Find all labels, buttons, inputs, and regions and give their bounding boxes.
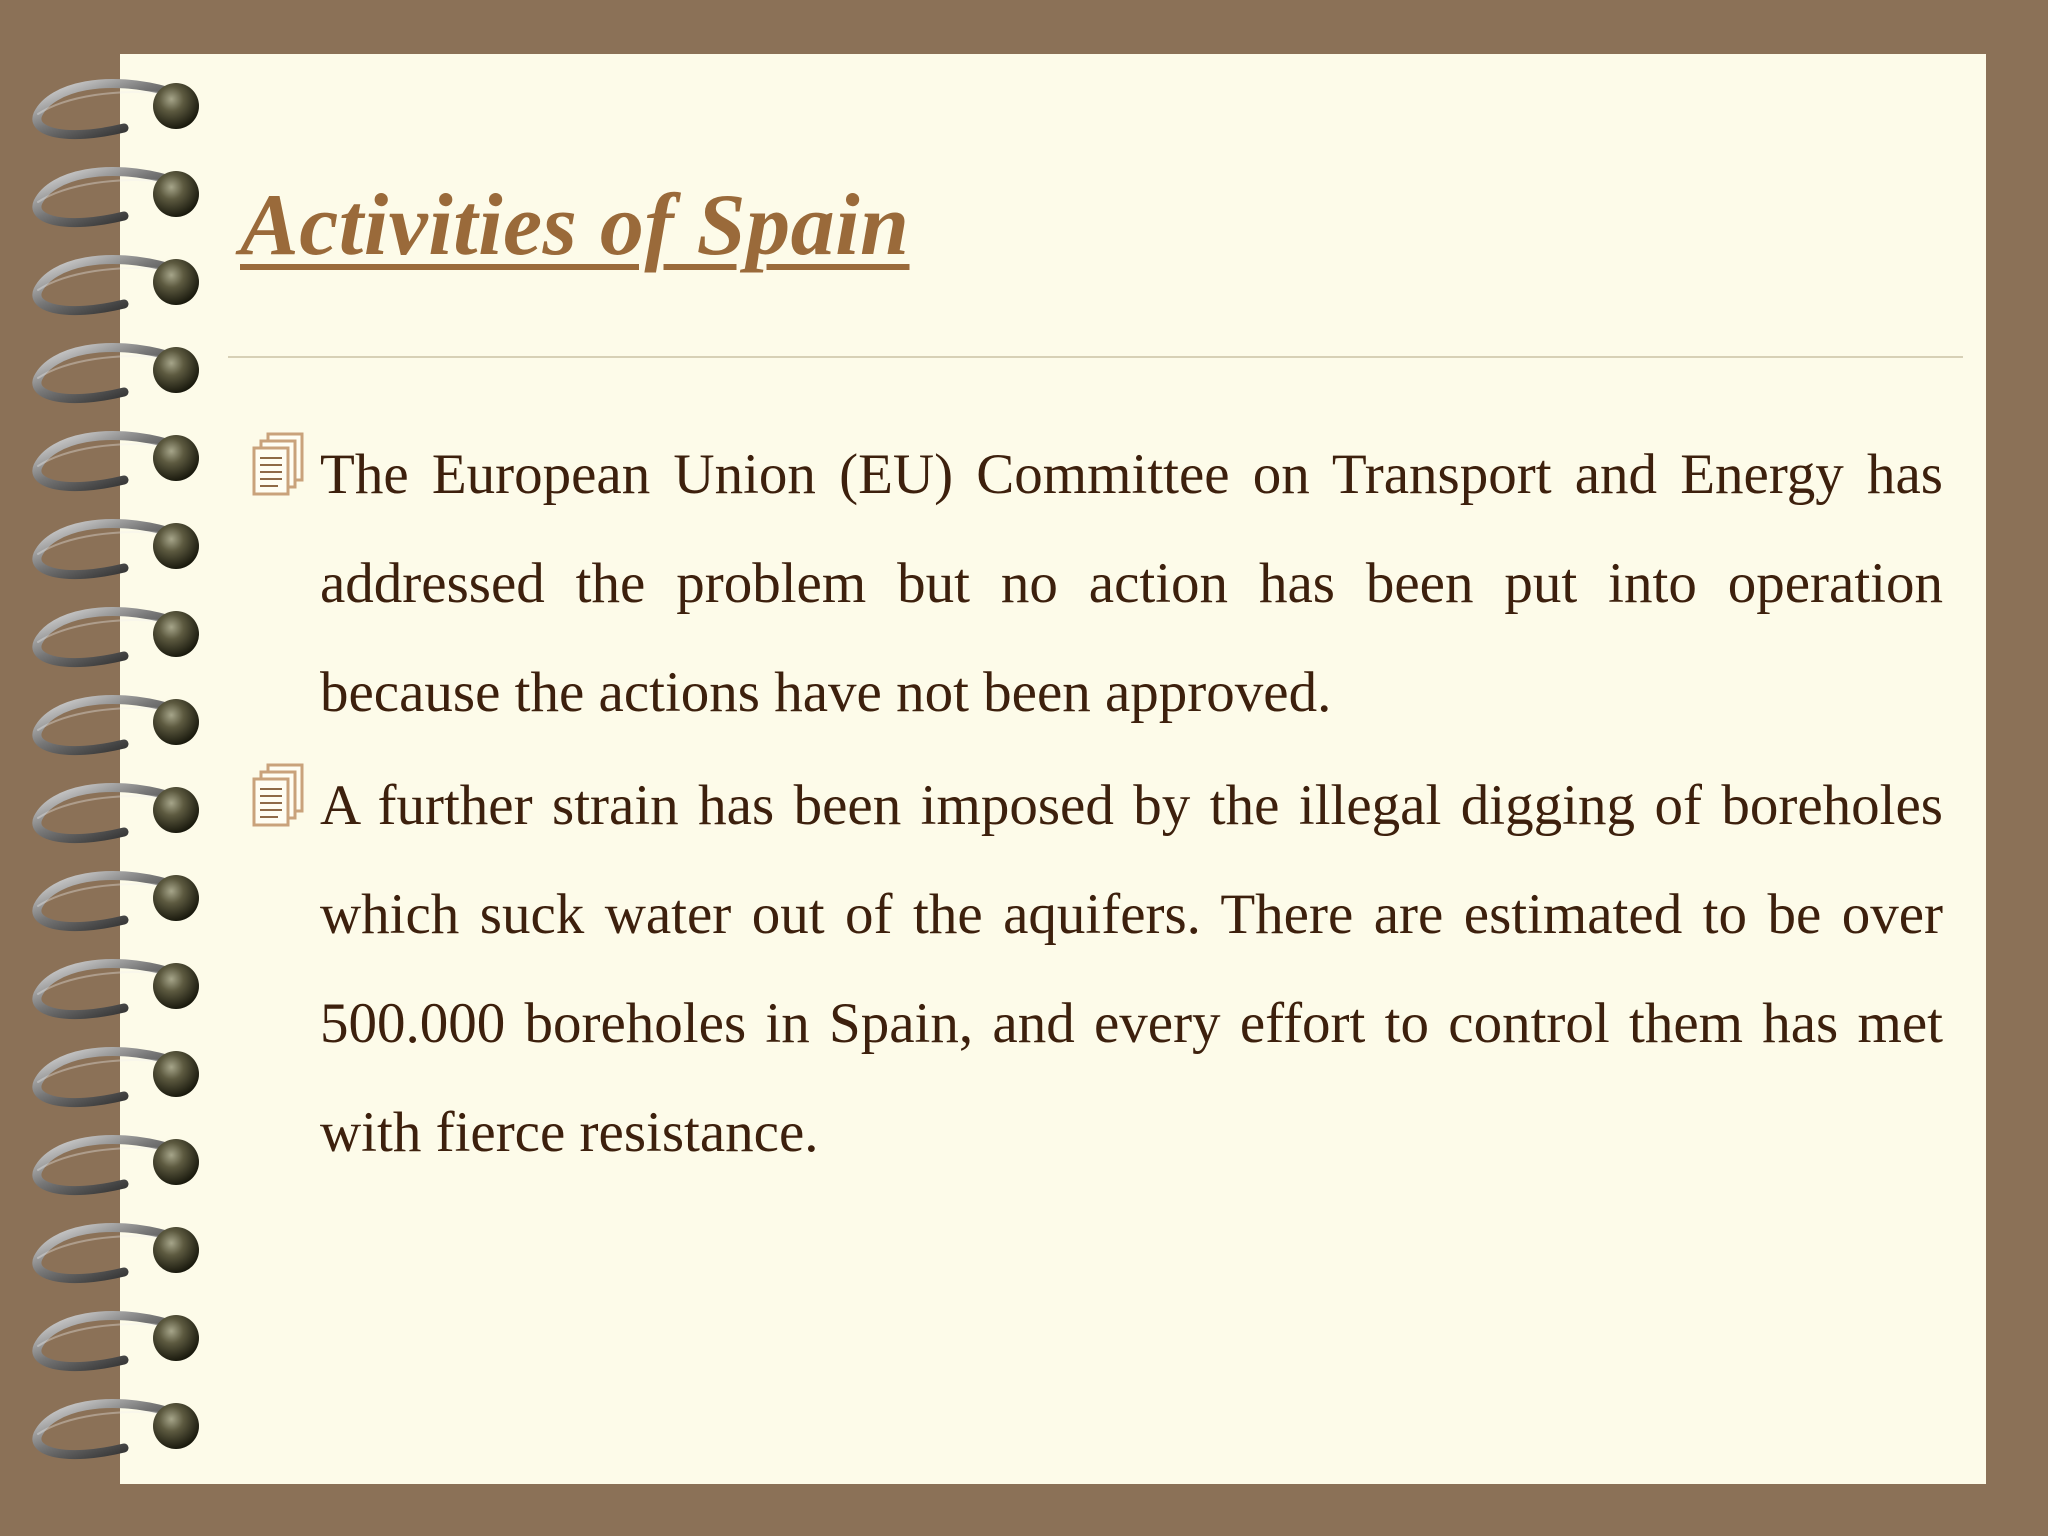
bullet-item: [248, 420, 1943, 747]
bullet-list: [248, 420, 1943, 1191]
title-divider: [228, 356, 1963, 358]
page-title: Activities of Spain: [240, 177, 910, 274]
title-area: [240, 178, 1840, 298]
bullet-text: A further strain has been imposed by the illegal digging of boreholes which suck water out of the aquifers. There are estimated to be over 500.000 boreholes in Spain, and every effort to control them has met with fierce resistance.: [320, 774, 1943, 1164]
document-stack-icon: [248, 761, 312, 837]
bullet-text: The European Union (EU) Committee on Transport and Energy has addressed the problem but no action has been put into operation because the actions have not been approved.: [320, 443, 1943, 724]
document-stack-icon: [248, 430, 312, 506]
bullet-item: [248, 751, 1943, 1187]
